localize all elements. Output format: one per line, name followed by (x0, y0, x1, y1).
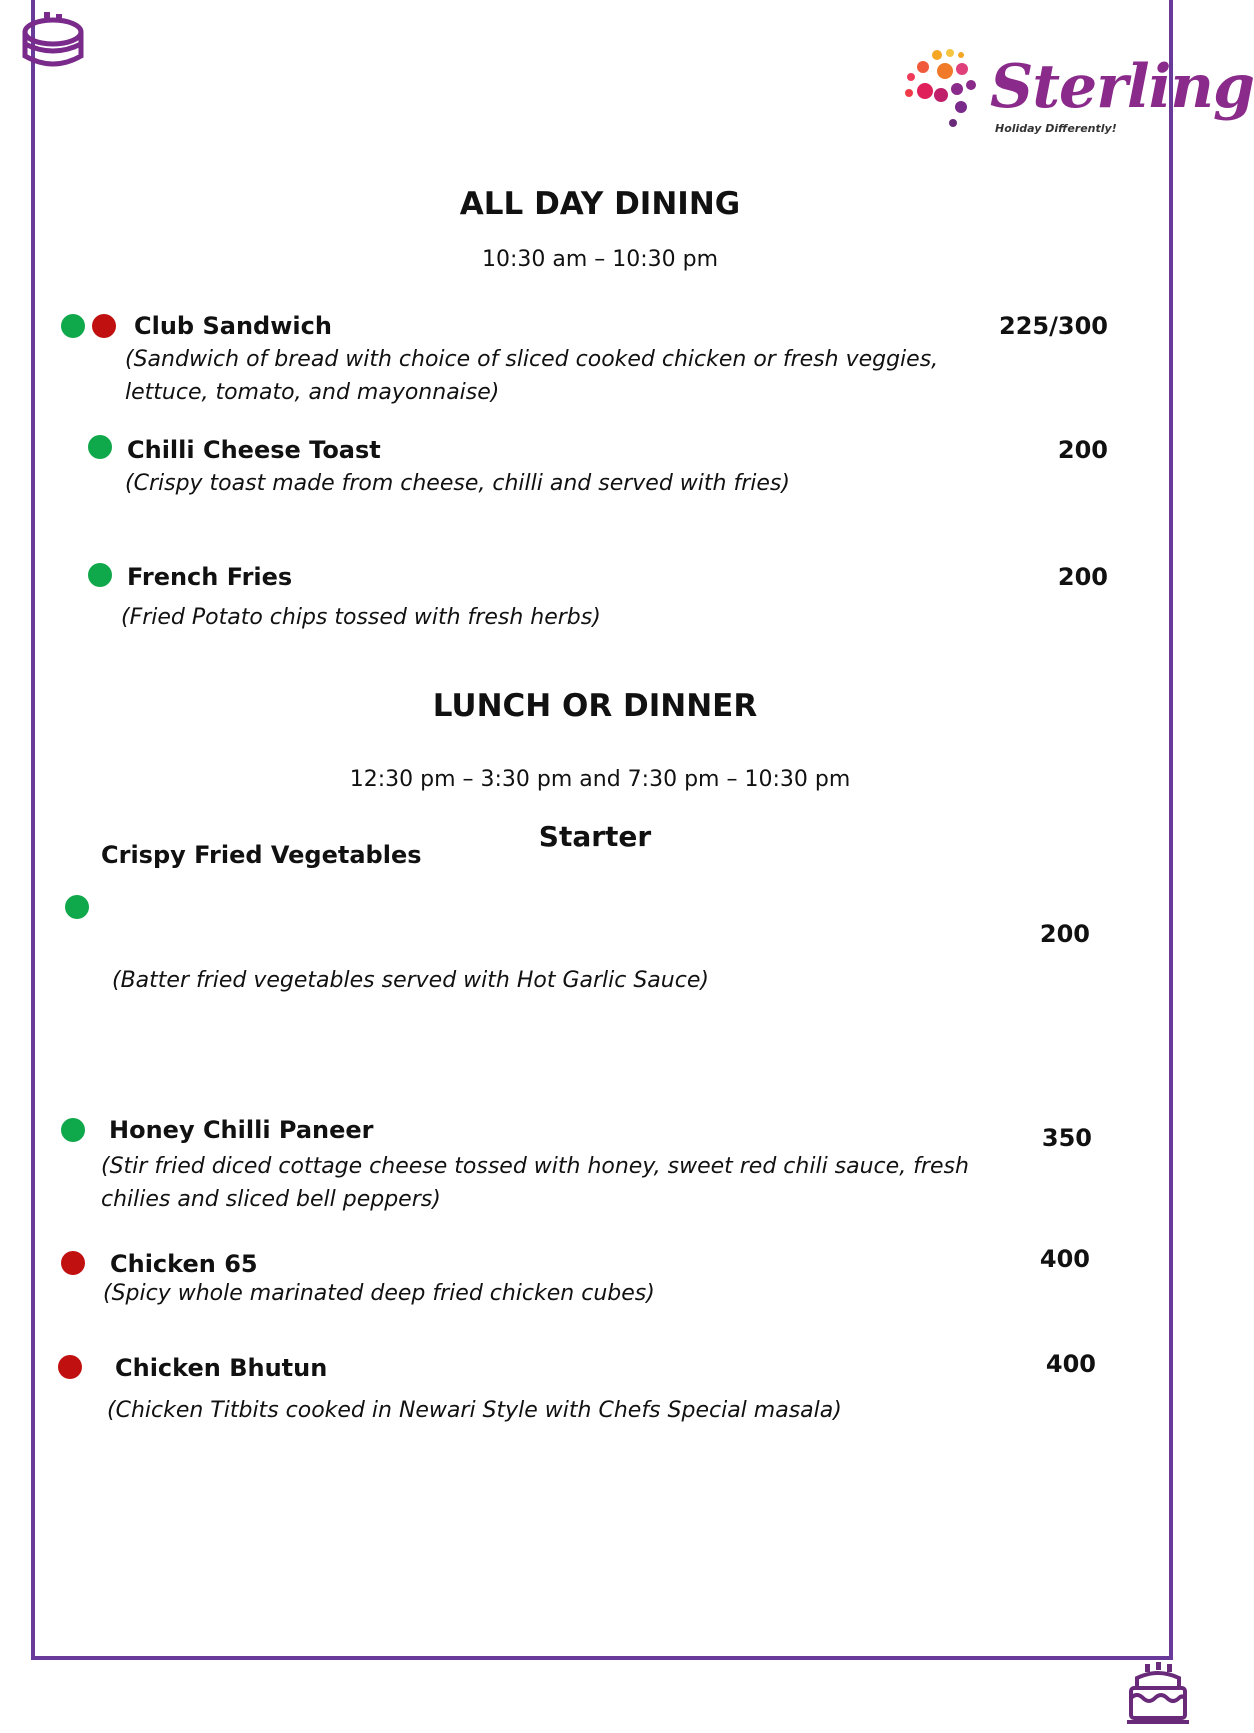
all-day-title: ALL DAY DINING (459, 186, 741, 222)
menu-item-price: 200 (1057, 436, 1108, 464)
menu-item-name: Chilli Cheese Toast (127, 436, 381, 464)
nonveg-indicator (58, 1355, 82, 1379)
cake-icon (1125, 1662, 1191, 1726)
menu-item-price: 225/300 (999, 312, 1108, 340)
menu-item-price: 400 (1045, 1350, 1096, 1378)
menu-item-description: (Chicken Titbits cooked in Newari Style with Chefs Special masala) (107, 1398, 842, 1423)
menu-item-price: 200 (1057, 563, 1108, 591)
menu-item-name: French Fries (127, 563, 293, 591)
menu-item-name: Club Sandwich (134, 312, 332, 340)
menu-item-description: (Spicy whole marinated deep fried chicken cubes) (103, 1281, 655, 1306)
veg-indicator (61, 314, 85, 338)
menu-item-price: 200 (1039, 920, 1090, 948)
menu-item-name: Chicken 65 (110, 1250, 258, 1278)
veg-indicator (88, 435, 112, 459)
menu-item-price: 350 (1041, 1124, 1092, 1152)
lunch-dinner-hours: 12:30 pm – 3:30 pm and 7:30 pm – 10:30 pm (349, 767, 851, 792)
menu-item-description: (Batter fried vegetables served with Hot Garlic Sauce) (112, 968, 709, 993)
brand-tagline: Holiday Differently! (995, 122, 1117, 135)
nonveg-indicator (92, 314, 116, 338)
lunch-dinner-title: LUNCH OR DINNER (432, 688, 758, 724)
brand-logo-dots (895, 45, 995, 135)
veg-indicator (61, 1118, 85, 1142)
starter-subheading: Starter (538, 820, 652, 853)
all-day-hours: 10:30 am – 10:30 pm (481, 247, 719, 272)
menu-item-description: (Sandwich of bread with choice of sliced cooked chicken or fresh veggies, lettuce, tomato, and mayonnaise) (125, 347, 939, 405)
menu-item-name: Crispy Fried Vegetables (101, 841, 422, 869)
nonveg-indicator (61, 1251, 85, 1275)
veg-indicator (88, 563, 112, 587)
cake-icon (20, 10, 86, 74)
menu-item-description: (Stir fried diced cottage cheese tossed with honey, sweet red chili sauce, fresh chilies and sliced bell peppers) (101, 1154, 969, 1212)
veg-indicator (65, 895, 89, 919)
menu-item-description: (Fried Potato chips tossed with fresh herbs) (121, 605, 601, 630)
menu-item-description: (Crispy toast made from cheese, chilli and served with fries) (125, 471, 790, 496)
brand-name: Sterling (990, 52, 1254, 122)
menu-item-name: Honey Chilli Paneer (109, 1116, 374, 1144)
menu-item-name: Chicken Bhutun (115, 1354, 328, 1382)
menu-item-price: 400 (1039, 1245, 1090, 1273)
